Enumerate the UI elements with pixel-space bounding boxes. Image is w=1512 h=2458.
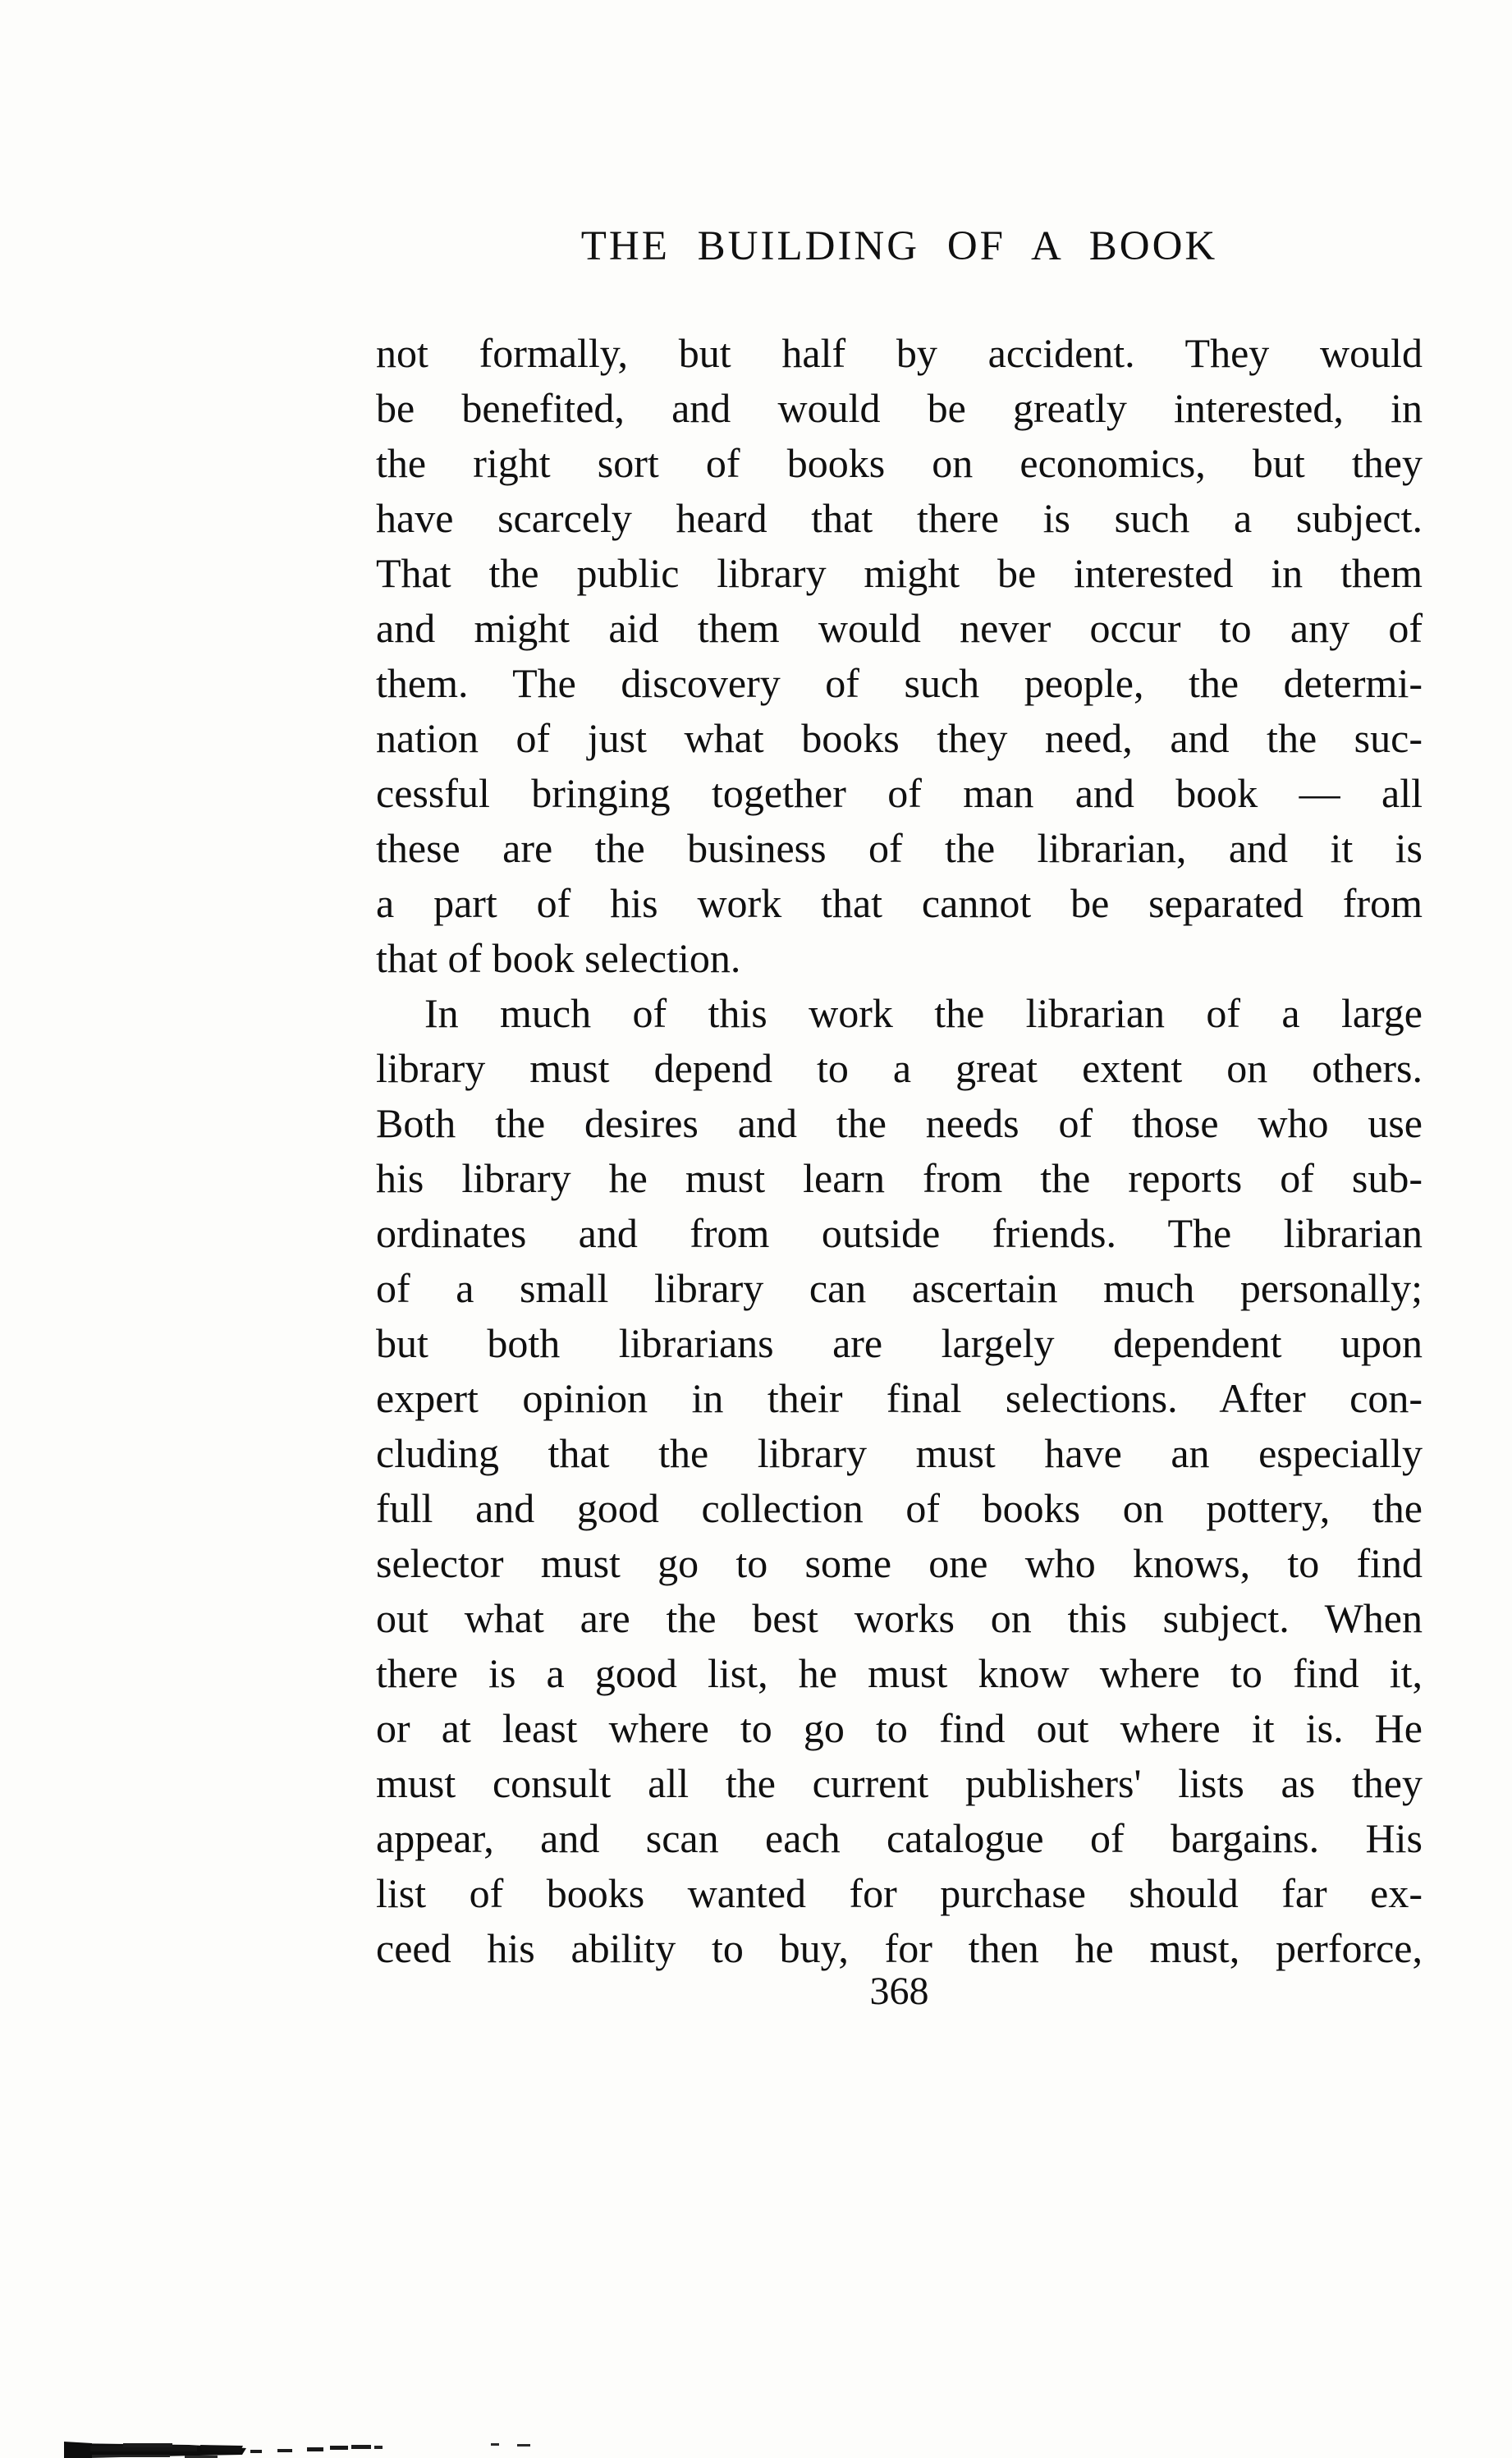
text-line: out what are the best works on this subject. When: [376, 1595, 1423, 1641]
text-line: and might aid them would never occur to any of: [376, 605, 1423, 651]
text-line: ordinates and from outside friends. The librarian: [376, 1210, 1423, 1256]
text-line: library must depend to a great extent on others.: [376, 1045, 1423, 1091]
scan-smudge-artifact: [0, 2424, 1512, 2458]
text-line: list of books wanted for purchase should far ex-: [376, 1870, 1423, 1916]
text-line: of a small library can ascertain much personally;: [376, 1265, 1423, 1311]
text-line: must consult all the current publishers' lists as they: [376, 1760, 1423, 1806]
page-number: 368: [869, 1970, 929, 2013]
text-line: cessful bringing together of man and book — all: [376, 770, 1423, 816]
text-line: not formally, but half by accident. They would: [376, 330, 1423, 376]
text-line: a part of his work that cannot be separated from: [376, 880, 1423, 926]
text-line: his library he must learn from the reports of sub-: [376, 1155, 1423, 1201]
text-line: that of book selection.: [376, 935, 741, 981]
running-header: THE BUILDING OF A BOOK: [580, 223, 1218, 269]
text-line: these are the business of the librarian, and it is: [376, 825, 1423, 871]
text-line: appear, and scan each catalogue of bargains. His: [376, 1815, 1423, 1861]
text-line: the right sort of books on economics, but they: [376, 440, 1423, 486]
text-line: Both the desires and the needs of those who use: [376, 1100, 1423, 1146]
text-line: expert opinion in their final selections. After con-: [376, 1375, 1423, 1421]
text-line: be benefited, and would be greatly interested, in: [376, 385, 1423, 431]
text-line: or at least where to go to find out where it is. He: [376, 1705, 1423, 1751]
text-line: selector must go to some one who knows, to find: [376, 1540, 1423, 1586]
text-line: ceed his ability to buy, for then he must, perforce,: [376, 1925, 1423, 1971]
text-line: In much of this work the librarian of a large: [424, 990, 1423, 1036]
text-line: have scarcely heard that there is such a subject.: [376, 495, 1423, 541]
text-line: full and good collection of books on pottery, the: [376, 1485, 1423, 1531]
text-line: there is a good list, he must know where to find it,: [376, 1650, 1423, 1696]
text-line: That the public library might be interested in them: [376, 550, 1423, 596]
body-text: [376, 326, 1423, 1976]
text-line: them. The discovery of such people, the determi-: [376, 660, 1423, 706]
text-line: cluding that the library must have an especially: [376, 1430, 1423, 1476]
text-line: nation of just what books they need, and the suc-: [376, 715, 1423, 761]
text-line: but both librarians are largely dependent upon: [376, 1320, 1423, 1366]
